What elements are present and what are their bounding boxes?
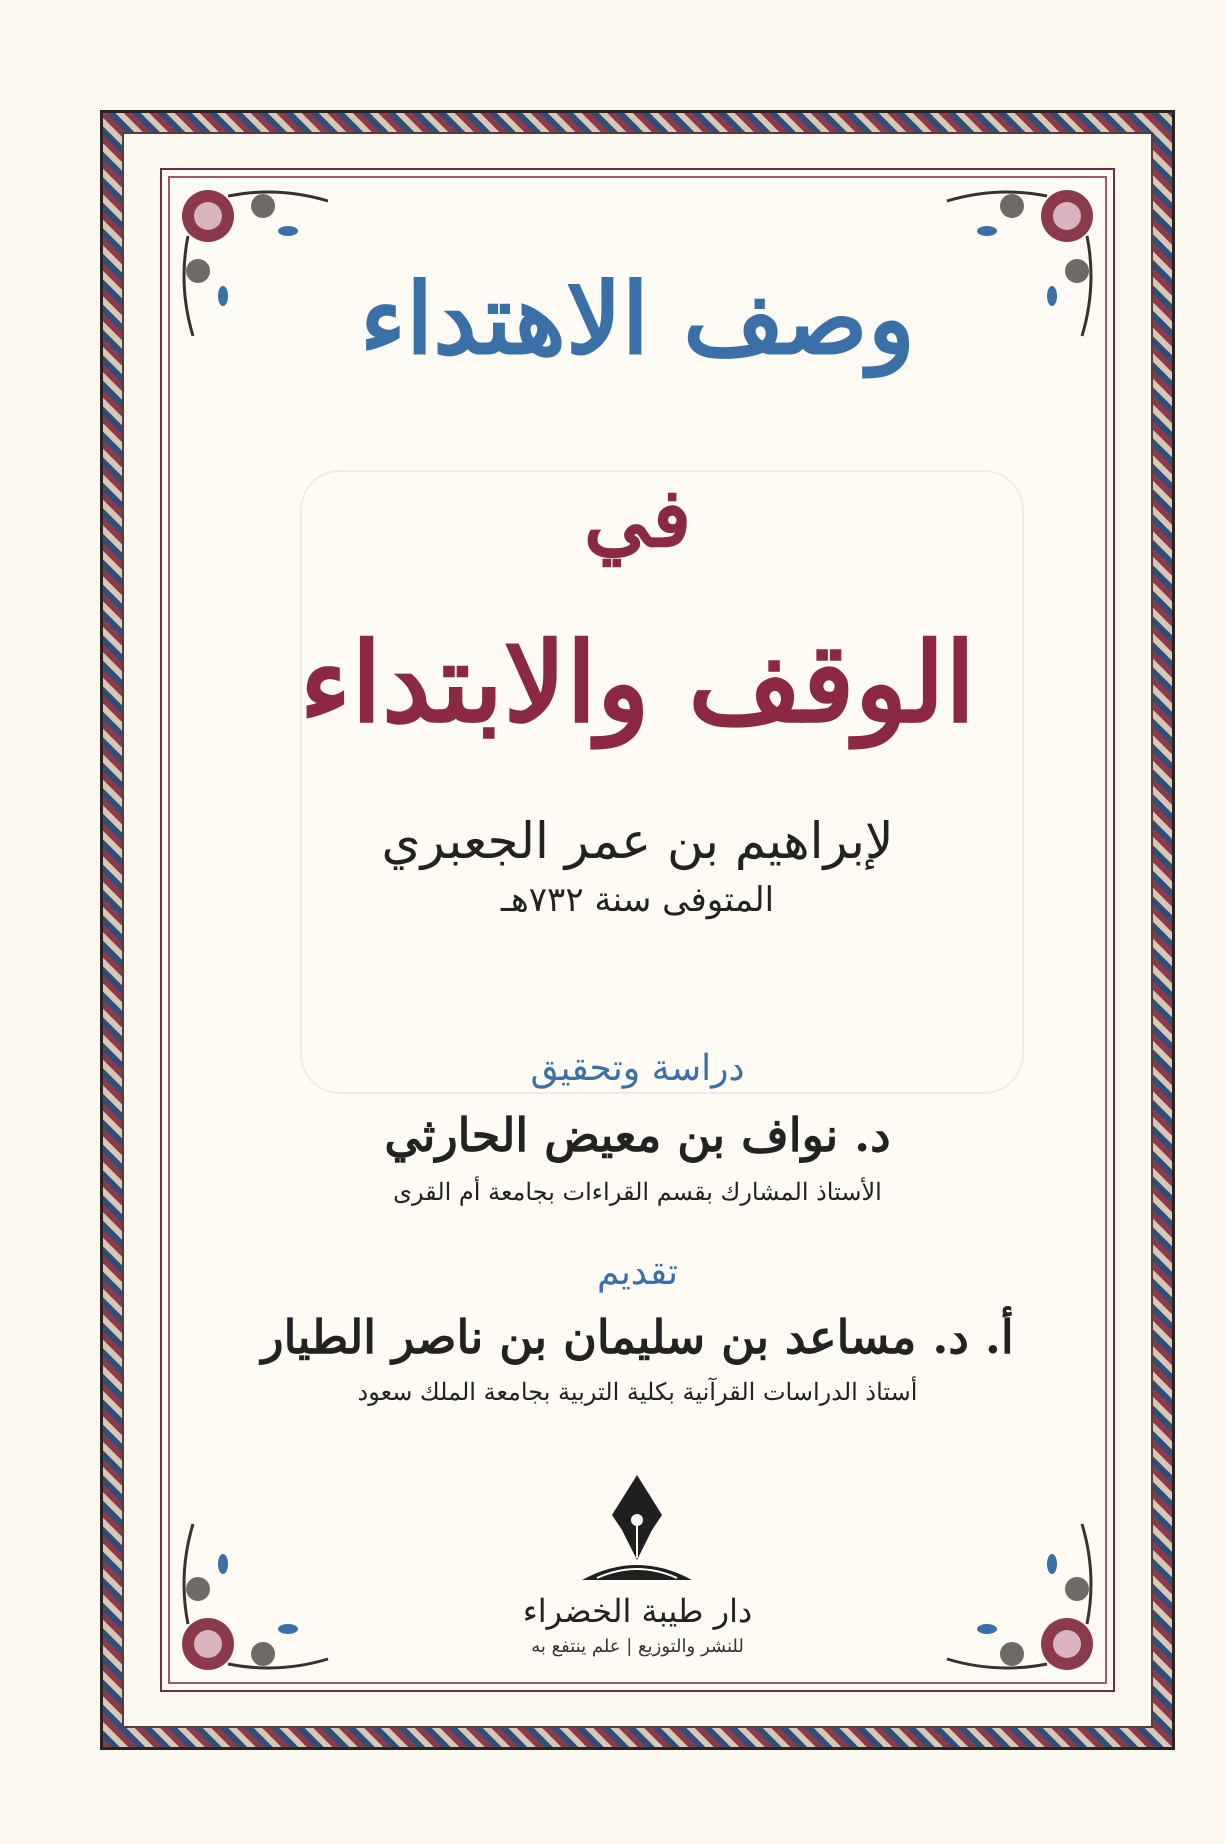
title-connector: في: [583, 470, 692, 566]
publisher-name: دار طيبة الخضراء: [522, 1592, 753, 1630]
editor-description: الأستاذ المشارك بقسم القراءات بجامعة أم القرى: [393, 1178, 882, 1206]
study-label: دراسة وتحقيق: [530, 1048, 745, 1089]
author-name: لإبراهيم بن عمر الجعبري: [381, 812, 894, 870]
intro-label: تقديم: [596, 1252, 679, 1293]
publisher-tagline: للنشر والتوزيع | علم ينتفع به: [531, 1636, 744, 1657]
author-death-year: المتوفى سنة ٧٣٢هـ: [500, 880, 775, 920]
publisher-pen-nib-logo-icon: [562, 1470, 712, 1590]
presenter-name: أ. د. مساعد بن سليمان بن ناصر الطيار: [261, 1310, 1014, 1364]
title-line-1: وصف الاهتداء: [359, 262, 916, 377]
title-line-2: الوقف والابتداء: [299, 618, 976, 747]
presenter-description: أستاذ الدراسات القرآنية بكلية التربية بجامعة الملك سعود: [357, 1378, 918, 1406]
editor-name: د. نواف بن معيض الحارثي: [384, 1108, 891, 1162]
